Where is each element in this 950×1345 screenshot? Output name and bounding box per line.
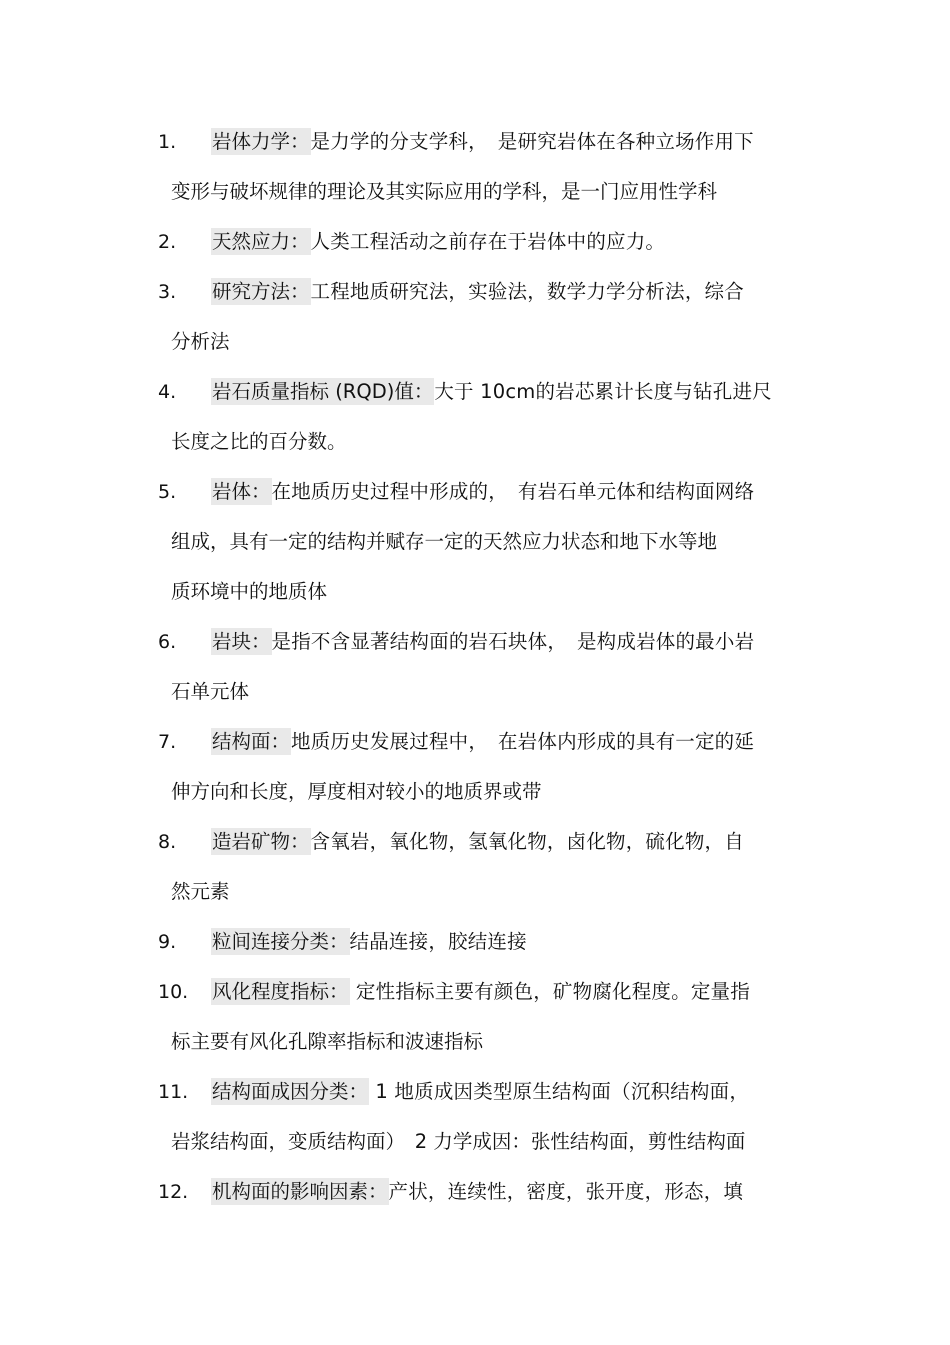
item-definition: 在地质历史过程中形成的， 有岩石单元体和结构面网络 — [271, 480, 755, 503]
item-first-line — [0, 1167, 950, 1217]
item-definition: 产状，连续性，密度，张开度，形态，填 — [388, 1180, 744, 1203]
item-number: 4. — [158, 381, 177, 403]
item-first-line — [0, 917, 950, 967]
item-number: 12. — [158, 1181, 189, 1203]
item-number: 5. — [158, 481, 177, 503]
item-term: 结构面成因分类： — [212, 1080, 369, 1103]
definition-list — [0, 117, 950, 1217]
item-continuation-line: 分析法 — [171, 330, 230, 353]
item-term: 粒间连接分类： — [212, 930, 349, 953]
item-first-line — [0, 367, 950, 417]
item-first-line — [0, 717, 950, 767]
item-term: 岩石质量指标 (RQD)值： — [212, 380, 434, 403]
item-first-line — [0, 267, 950, 317]
item-definition: 1 地质成因类型原生结构面（沉积结构面， — [369, 1080, 750, 1103]
item-continuation-line: 然元素 — [171, 880, 230, 903]
item-number: 3. — [158, 281, 177, 303]
item-number: 10. — [158, 981, 189, 1003]
item-term: 研究方法： — [212, 280, 310, 303]
item-continuation-line: 质环境中的地质体 — [171, 580, 328, 603]
item-first-line — [0, 817, 950, 867]
list-item — [0, 267, 950, 367]
list-item — [0, 117, 950, 217]
list-item — [0, 1067, 950, 1167]
list-item — [0, 217, 950, 267]
item-term: 结构面： — [212, 730, 291, 753]
item-definition: 是指不含显著结构面的岩石块体， 是构成岩体的最小岩 — [271, 630, 755, 653]
item-first-line — [0, 617, 950, 667]
item-definition: 是力学的分支学科， 是研究岩体在各种立场作用下 — [310, 130, 754, 153]
item-continuation-line: 伸方向和长度，厚度相对较小的地质界或带 — [171, 780, 542, 803]
item-term: 岩体： — [212, 480, 271, 503]
item-term: 天然应力： — [212, 230, 310, 253]
item-definition: 工程地质研究法，实验法，数学力学分析法，综合 — [310, 280, 744, 303]
item-term: 造岩矿物： — [212, 830, 310, 853]
item-number: 9. — [158, 931, 177, 953]
item-first-line — [0, 217, 950, 267]
list-item — [0, 817, 950, 917]
item-continuation-line: 长度之比的百分数。 — [171, 430, 347, 453]
item-term: 岩块： — [212, 630, 271, 653]
item-number: 7. — [158, 731, 177, 753]
item-first-line — [0, 117, 950, 167]
list-item — [0, 617, 950, 717]
list-item — [0, 467, 950, 617]
list-item — [0, 917, 950, 967]
item-definition: 结晶连接，胶结连接 — [349, 930, 527, 953]
list-item — [0, 367, 950, 467]
item-number: 1. — [158, 131, 177, 153]
item-continuation-line: 岩浆结构面，变质结构面） 2 力学成因：张性结构面，剪性结构面 — [171, 1130, 746, 1153]
item-definition: 定性指标主要有颜色，矿物腐化程度。定量指 — [349, 980, 750, 1003]
list-item — [0, 1167, 950, 1217]
item-term: 岩体力学： — [212, 130, 310, 153]
item-definition: 人类工程活动之前存在于岩体中的应力。 — [310, 230, 666, 253]
item-continuation-line: 石单元体 — [171, 680, 250, 703]
item-continuation-line: 标主要有风化孔隙率指标和波速指标 — [171, 1030, 484, 1053]
item-first-line — [0, 1067, 950, 1117]
item-definition: 地质历史发展过程中， 在岩体内形成的具有一定的延 — [291, 730, 755, 753]
item-first-line — [0, 967, 950, 1017]
item-continuation-line: 变形与破坏规律的理论及其实际应用的学科，是一门应用性学科 — [171, 180, 718, 203]
item-number: 11. — [158, 1081, 189, 1103]
item-continuation-line: 组成，具有一定的结构并赋存一定的天然应力状态和地下水等地 — [171, 530, 718, 553]
list-item — [0, 967, 950, 1067]
item-definition: 含氧岩，氧化物，氢氧化物，卤化物，硫化物，自 — [310, 830, 744, 853]
list-item — [0, 717, 950, 817]
item-number: 6. — [158, 631, 177, 653]
item-term: 风化程度指标： — [212, 980, 349, 1003]
item-first-line — [0, 467, 950, 517]
item-term: 机构面的影响因素： — [212, 1180, 388, 1203]
item-number: 2. — [158, 231, 177, 253]
item-number: 8. — [158, 831, 177, 853]
item-definition: 大于 10cm的岩芯累计长度与钻孔进尺 — [434, 380, 772, 403]
